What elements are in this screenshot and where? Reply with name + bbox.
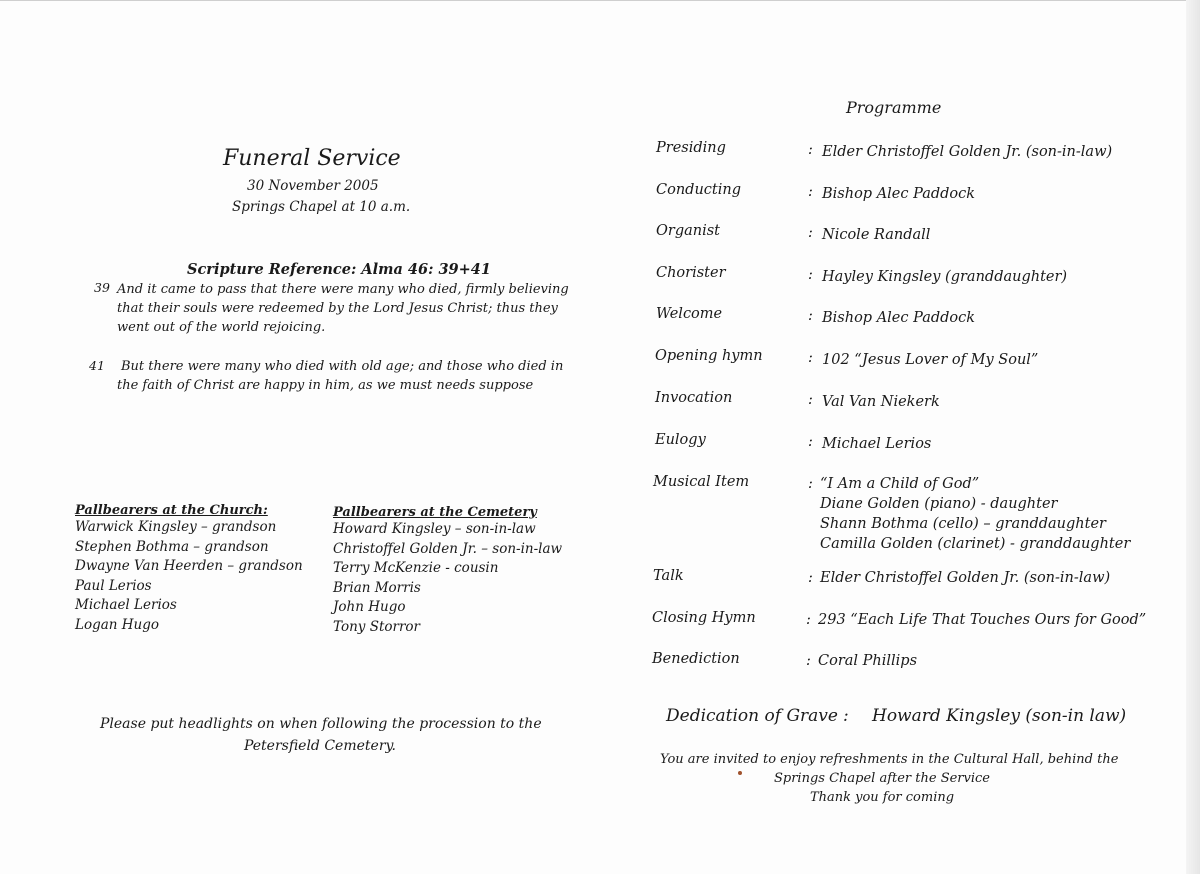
programme-value: Nicole Randall [822,227,931,243]
service-date: 30 November 2005 [247,178,379,194]
invite-line-3: Thank you for coming [809,790,955,805]
programme-role: Invocation [655,390,733,406]
programme-value: Diane Golden (piano) - daughter [820,496,1058,512]
programme-value: Shann Bothma (cello) – granddaughter [820,516,1106,532]
programme-colon: : [806,653,811,669]
programme-role: Presiding [656,140,726,156]
programme-colon: : [808,434,813,450]
programme-role: Conducting [656,182,741,198]
programme-role: Chorister [656,265,726,281]
pallbearer-name: Dwayne Van Heerden – grandson [75,558,303,575]
service-place: Springs Chapel at 10 a.m. [232,199,411,215]
pallbearers-church-heading: Pallbearers at the Church: [75,503,268,518]
invite-line-1: You are invited to enjoy refreshments in the Cultural Hall, behind the [660,752,1119,767]
programme-value: Val Van Niekerk [822,394,940,410]
verse-39-line-1: And it came to pass that there were many who died, firmly believing [117,282,569,297]
programme-value: “I Am a Child of God” [820,476,980,492]
pallbearer-name: Christoffel Golden Jr. – son-in-law [333,540,563,557]
programme-role: Benediction [652,651,740,667]
programme-value: 102 “Jesus Lover of My Soul” [822,352,1039,368]
pallbearer-name: Terry McKenzie - cousin [333,560,499,577]
programme-role: Opening hymn [655,348,763,364]
programme-value: Hayley Kingsley (granddaughter) [822,269,1068,285]
programme-value: Bishop Alec Paddock [822,186,976,202]
programme-colon: : [808,267,813,283]
dedication-label: Dedication of Grave [666,706,838,726]
programme-colon: : [808,392,813,408]
programme-role: Closing Hymn [652,610,756,626]
programme-role: Welcome [656,306,723,322]
dedication-colon: : [843,706,849,726]
pallbearer-name: Logan Hugo [75,616,160,633]
pallbearer-name: Brian Morris [333,579,421,596]
pallbearer-name: John Hugo [333,599,406,616]
programme-colon: : [808,308,813,324]
verse-number: 41 [89,358,105,373]
programme-value: Elder Christoffel Golden Jr. (son-in-law) [820,570,1111,586]
programme-value: Elder Christoffel Golden Jr. (son-in-law) [822,144,1113,160]
headlights-notice-line-2: Petersfield Cemetery. [243,738,397,754]
headlights-notice-line-1: Please put headlights on when following the procession to the [100,716,542,732]
programme-role: Eulogy [655,432,706,448]
programme-value: 293 “Each Life That Touches Ours for Good” [818,612,1147,628]
pallbearers-church [75,503,303,636]
programme-colon: : [806,612,811,628]
programme-role: Talk [653,568,684,584]
programme-value: Coral Phillips [818,653,918,669]
pallbearers-cemetery [333,505,562,638]
service-title: Funeral Service [223,146,401,171]
programme-value: Bishop Alec Paddock [822,310,976,326]
verse-41-line-1: But there were many who died with old age; and those who died in [121,359,564,374]
programme-heading: Programme [846,98,942,117]
pallbearer-name: Paul Lerios [75,577,152,594]
invite-line-2: Springs Chapel after the Service [773,771,990,786]
programme-colon: : [808,225,813,241]
pallbearer-name: Warwick Kingsley – grandson [75,519,277,535]
verse-41-line-2: the faith of Christ are happy in him, as we must needs suppose [117,378,534,393]
pallbearers-cemetery-heading: Pallbearers at the Cemetery [333,505,537,520]
programme-colon: : [808,184,813,200]
verse-39-line-3: went out of the world rejoicing. [117,320,326,335]
page-top-edge [0,0,1200,1]
pallbearer-name: Michael Lerios [75,597,177,614]
programme-colon: : [808,142,813,158]
pallbearer-name: Howard Kingsley – son-in-law [333,521,536,537]
programme-role: Organist [656,223,720,239]
scripture-heading: Scripture Reference: Alma 46: 39+41 [187,261,491,278]
programme-role: Musical Item [653,474,750,490]
page-right-edge [1186,0,1200,874]
programme-colon: : [808,476,813,492]
musical-item-details [820,474,1130,554]
paper-speck [738,771,742,775]
programme-value: Camilla Golden (clarinet) - granddaughter [820,536,1131,552]
programme-colon: : [808,350,813,366]
dedication-value: Howard Kingsley (son-in law) [872,706,1127,726]
programme-value: Michael Lerios [822,436,932,452]
verse-39-line-2: that their souls were redeemed by the Lord Jesus Christ; thus they [117,301,558,316]
programme-colon: : [808,570,813,586]
pallbearer-name: Stephen Bothma – grandson [75,538,269,555]
pallbearer-name: Tony Storror [333,618,420,635]
verse-number: 39 [94,280,110,295]
